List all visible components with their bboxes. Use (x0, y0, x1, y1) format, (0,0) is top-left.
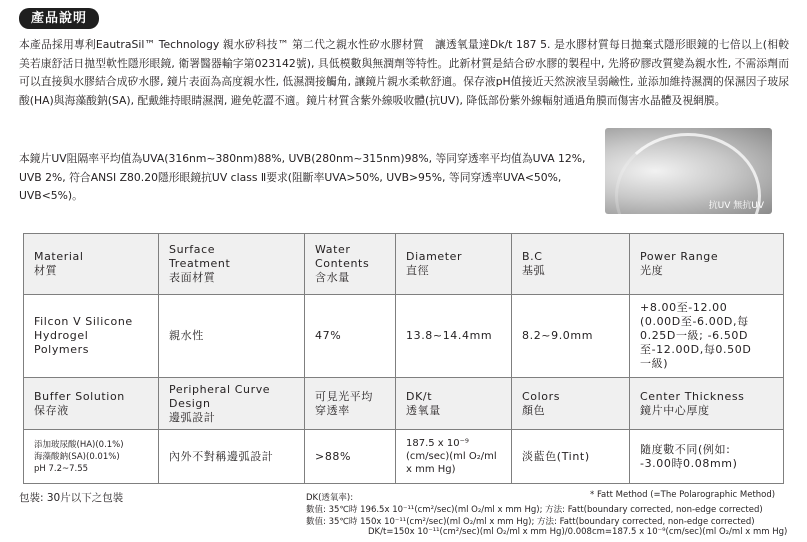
header-power: Power Range 光度 (630, 234, 784, 295)
cell-surface: 親水性 (159, 295, 305, 378)
header-diameter: Diameter 直徑 (396, 234, 512, 295)
header-material: Material 材質 (24, 234, 159, 295)
dk-title: DK(透氧率): (306, 493, 354, 503)
photo-label: 抗UV 無抗UV (708, 201, 764, 211)
table-row-1 (24, 295, 784, 378)
table-header-row-2 (24, 378, 784, 430)
cell-power: +8.00至-12.00 (0.00D至-6.00D,每 0.25D一級; -6.50D 至-12.00D,每0.50D 一級) (630, 295, 784, 378)
packaging-note: 包裝: 30片以下之包裝 (19, 492, 124, 504)
dk-line-1: 數值: 35℃時 196.5x 10⁻¹¹(cm²/sec)(ml O₂/ml x mm Hg); 方法: Fatt(boundary corrected, non-edge corrected) (306, 505, 763, 515)
fatt-method-note: * Fatt Method (=The Polarographic Method) (590, 490, 776, 500)
cell-diameter: 13.8~14.4mm (396, 295, 512, 378)
table-row-2 (24, 430, 784, 484)
cell-dkt: 187.5 x 10⁻⁹ (cm/sec)(ml O₂/ml x mm Hg) (396, 430, 512, 484)
table-header-row-1 (24, 234, 784, 295)
uv-paragraph: 本鏡片UV阻隔率平均值為UVA(316nm~380nm)88%, UVB(280nm~315nm)98%, 等同穿透率平均值為UVA 12%, UVB 2%, 符合ANSI Z80.20隱形眼鏡抗UV class Ⅱ要求(阻斷率UVA>50%, UVB>95%, 等同穿透率UVA<50%, UVB<5%)。 (19, 152, 586, 203)
header-colors: Colors 顏色 (512, 378, 630, 430)
lens-uv-photo (605, 128, 772, 214)
cell-visible: >88% (305, 430, 396, 484)
spec-table (23, 233, 784, 484)
header-center: Center Thickness 鏡片中心厚度 (630, 378, 784, 430)
cell-bc: 8.2~9.0mm (512, 295, 630, 378)
cell-colors: 淡藍色(Tint) (512, 430, 630, 484)
intro-text-block (19, 36, 789, 110)
header-dkt: DK/t 透氧量 (396, 378, 512, 430)
uv-text-block (19, 150, 597, 206)
header-water: Water Contents 含水量 (305, 234, 396, 295)
header-bc: B.C 基弧 (512, 234, 630, 295)
section-title: 產品說明 (19, 8, 99, 29)
header-peripheral: Peripheral Curve Design 邊弧設計 (159, 378, 305, 430)
cell-peripheral: 內外不對稱邊弧設計 (159, 430, 305, 484)
dk-line-3: DK/t=150x 10⁻¹¹(cm²/sec)(ml O₂/ml x mm Hg)/0.008cm=187.5 x 10⁻⁹(cm/sec)(ml O₂/ml x mm Hg) (368, 527, 788, 537)
intro-paragraph: 本產品採用專利EautraSil™ Technology 親水矽科技™ 第二代之親水性矽水膠材質 讓透氧量達Dk/t 187 5. 是水膠材質每日拋棄式隱形眼鏡的七倍以上(相較美若康舒活日拋型軟性隱形眼鏡, 衛署醫器輸字第023142號), 具低模數與無潤劑等特性。此新材質是結合矽水膠的製程中, 先將矽膠改質變為親水性, 不需添劑而可以直接與水膠結合成矽水膠, 鏡片表面為高度親水性, 低濕潤接觸角, 讓鏡片親水柔軟舒適。保存液pH值接近天然淚液呈弱鹼性, 並添加維持濕潤的保濕因子玻尿酸(HA)與海藻酸鈉(SA), 配戴維持眼睛濕潤, 避免乾澀不適。鏡片材質含紫外線吸收體(抗UV), 降低部份紫外線輻射通過角膜而傷害水晶體及視網膜。 (19, 38, 789, 107)
cell-water: 47% (305, 295, 396, 378)
cell-buffer: 添加玻尿酸(HA)(0.1%) 海藻酸鈉(SA)(0.01%) pH 7.2~7.55 (24, 430, 159, 484)
cell-material: Filcon V Silicone Hydrogel Polymers (24, 295, 159, 378)
dk-line-2: 數值: 35℃時 150x 10⁻¹¹(cm²/sec)(ml O₂/ml x mm Hg); 方法: Fatt(boundary corrected, non-edge corrected) (306, 517, 755, 527)
cell-center: 隨度數不同(例如: -3.00時0.08mm) (630, 430, 784, 484)
header-visible: 可見光平均 穿透率 (305, 378, 396, 430)
header-buffer: Buffer Solution 保存液 (24, 378, 159, 430)
header-surface: Surface Treatment 表面材質 (159, 234, 305, 295)
